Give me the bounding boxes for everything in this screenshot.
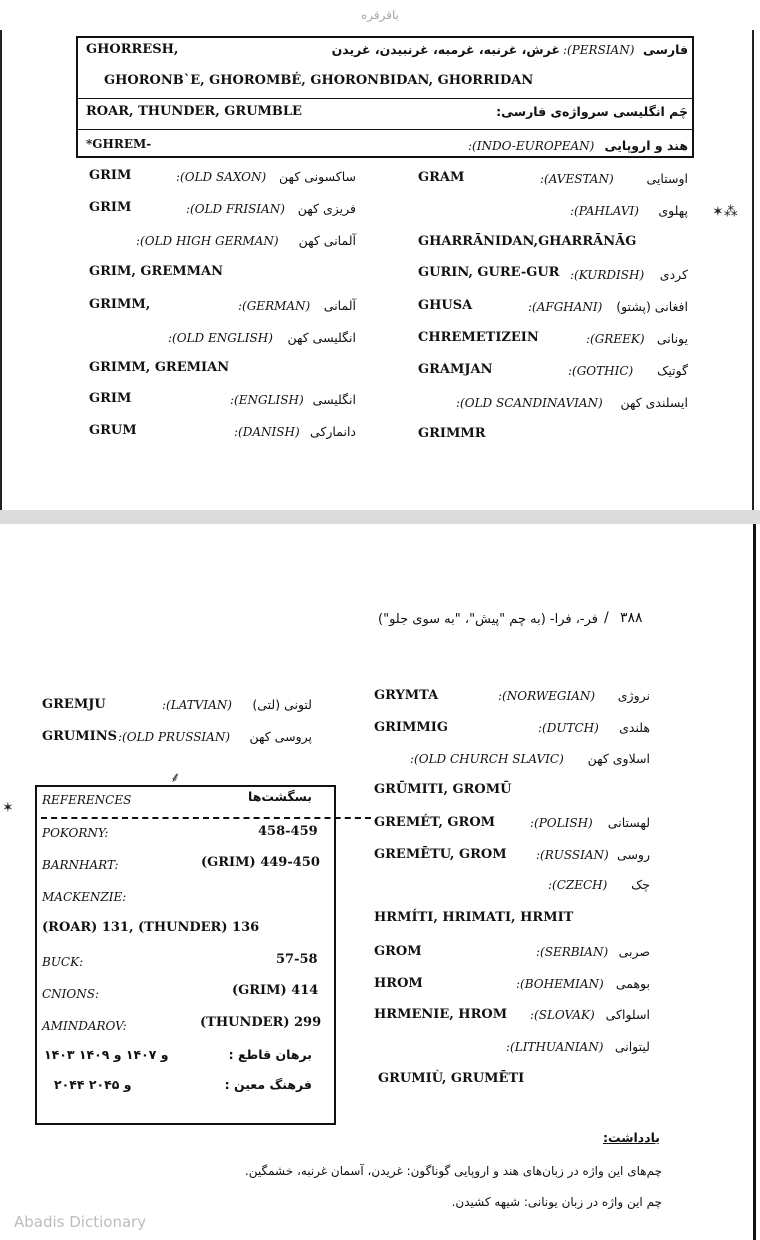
entry-word: GRYMTA <box>374 688 439 703</box>
header-row3-farsi: چَم انگلیسی سرواژه‌ی فارسی: <box>496 104 688 119</box>
entry-word: GRIM <box>89 168 132 183</box>
entry-lang-fa: گوتیک <box>657 363 688 378</box>
entry-word: GROM <box>374 944 422 959</box>
entry-lang: :(OLD SAXON) <box>176 170 267 184</box>
entry-lang: :(RUSSIAN) <box>536 848 609 862</box>
entry-lang-fa: اوستایی <box>646 171 688 186</box>
margin-scribble: ✶ <box>2 800 14 816</box>
notes-line: چم این واژه در زبان یونانی: شیهه کشیدن. <box>451 1195 662 1209</box>
entry-lang: :(OLD PRUSSIAN) <box>118 730 231 744</box>
entry-lang: :(NORWEGIAN) <box>498 689 596 703</box>
entry-lang: :(OLD CHURCH SLAVIC) <box>410 752 564 766</box>
margin-scribble: ⸙ <box>170 770 181 786</box>
entry-word: CHREMETIZEIN <box>418 330 539 345</box>
page-right-edge <box>753 524 756 1240</box>
entry-lang: :(OLD ENGLISH) <box>168 331 273 345</box>
entry-lang-fa: دانمارکی <box>310 424 356 439</box>
entry-word: GRAM <box>418 170 465 185</box>
reference-value: 458-459 <box>258 824 318 839</box>
entry-lang: :(PAHLAVI) <box>570 204 639 218</box>
entry-lang: :(AVESTAN) <box>540 172 614 186</box>
entry-word: HROM <box>374 976 423 991</box>
reference-value: (ROAR) 131, (THUNDER) 136 <box>42 920 260 935</box>
header-row2-latin: GHORONB`E, GHOROMBÉ, GHORONBIDAN, GHORRIDAN <box>104 73 534 88</box>
header-row4-latin: *GHREM- <box>86 137 152 151</box>
entry-lang-fa: انگلیسی کهن <box>287 330 356 345</box>
entry-word: GRŪMITI, GROMŪ <box>374 782 512 797</box>
entry-lang-fa: چک <box>631 877 650 892</box>
entry-lang: :(DANISH) <box>234 425 300 439</box>
entry-lang: :(AFGHANI) <box>528 300 603 314</box>
reference-fa-label: برهان قاطع : <box>228 1047 312 1062</box>
entry-word: GRUMIÙ, GRUMĒTI <box>378 1071 525 1086</box>
page-right-edge <box>752 30 754 510</box>
entry-lang-fa: لتونی (لتی) <box>252 697 312 712</box>
references-divider <box>41 817 371 819</box>
entry-lang-fa: آلمانی کهن <box>298 233 356 248</box>
watermark-bottom: Abadis Dictionary <box>14 1213 147 1231</box>
reference-fa-value: ۱۴۰۳ و ۱۴۰۷ و ۱۴۰۹ <box>44 1047 169 1062</box>
entry-lang-fa: اسلاوی کهن <box>587 751 650 766</box>
reference-name: BUCK: <box>42 955 84 969</box>
entry-lang: :(LITHUANIAN) <box>506 1040 604 1054</box>
entry-lang: :(GOTHIC) <box>568 364 634 378</box>
entry-lang-fa: صربی <box>618 944 650 959</box>
entry-word: GRIMM, <box>89 297 151 312</box>
entry-lang: :(KURDISH) <box>570 268 645 282</box>
entry-word: GREMJU <box>42 697 106 712</box>
reference-name: MACKENZIE: <box>42 890 127 904</box>
entry-word: GRIM, GREMMAN <box>89 264 223 279</box>
entry-lang: :(OLD HIGH GERMAN) <box>136 234 279 248</box>
entry-lang: :(POLISH) <box>530 816 593 830</box>
entry-word: GRIM <box>89 200 132 215</box>
entry-word: GHARRĀNIDAN,GHARRĀNĀG <box>418 234 637 249</box>
reference-fa-label: فرهنگ معین : <box>224 1077 312 1092</box>
reference-value: (GRIM) 414 <box>232 983 319 998</box>
entry-word: GRAMJAN <box>418 362 493 377</box>
header-row4-lang-fa: هند و اروپایی <box>604 138 688 153</box>
entry-lang-fa: نروژی <box>617 688 650 703</box>
entry-lang: :(SERBIAN) <box>536 945 609 959</box>
entry-word: HRMENIE, HROM <box>374 1007 508 1022</box>
reference-name: CNIONS: <box>42 987 100 1001</box>
entry-lang: :(SLOVAK) <box>530 1008 595 1022</box>
entry-lang-fa: فریزی کهن <box>297 201 356 216</box>
entry-word: GRIMMR <box>418 426 486 441</box>
entry-lang-fa: ایسلندی کهن <box>620 395 688 410</box>
entry-lang-fa: پروسی کهن <box>249 729 312 744</box>
entry-lang: :(OLD SCANDINAVIAN) <box>456 396 603 410</box>
references-title: REFERENCES <box>42 793 132 807</box>
page-left-edge <box>0 30 2 510</box>
header-divider <box>78 98 692 99</box>
entry-lang-fa: لهستانی <box>607 815 650 830</box>
entry-lang-fa: اسلواکی <box>605 1007 650 1022</box>
reference-value: (THUNDER) 299 <box>200 1015 322 1030</box>
page-heading: فر-، فرا- (به چم "پیش"، "به سوی جلو") <box>378 612 598 627</box>
entry-lang: :(GERMAN) <box>238 299 311 313</box>
entry-word: GRIM <box>89 391 132 406</box>
entry-lang: :(DUTCH) <box>538 721 599 735</box>
reference-name: AMINDAROV: <box>42 1019 127 1033</box>
notes-line: چم‌های این واژه در زبان‌های هند و اروپایی گوناگون: غریدن، آسمان غرنبه، خشمگین. <box>244 1164 662 1178</box>
entry-word: GRUMINS <box>42 729 117 744</box>
entry-lang: :(CZECH) <box>548 878 608 892</box>
page-number: ۳۸۸ <box>620 610 643 626</box>
header-divider <box>78 129 692 130</box>
reference-name: POKORNY: <box>42 826 109 840</box>
entry-lang: :(BOHEMIAN) <box>516 977 604 991</box>
entry-lang-fa: انگلیسی <box>312 392 356 407</box>
reference-fa-value: ۲۰۴۴ و ۲۰۴۵ <box>54 1077 132 1092</box>
page-gap <box>0 510 760 524</box>
entry-lang: :(OLD FRISIAN) <box>186 202 285 216</box>
entry-word: GURIN, GURE-GUR <box>418 265 560 280</box>
entry-lang-fa: پهلوی <box>658 203 688 218</box>
entry-word: GREMÉT, GROM <box>374 815 496 830</box>
heading-slash: / <box>604 610 609 626</box>
entry-lang-fa: افغانی (پشتو) <box>616 299 688 314</box>
entry-lang-fa: ساکسونی کهن <box>279 169 356 184</box>
entry-lang-fa: کردی <box>659 267 688 282</box>
entry-lang-fa: بوهمی <box>615 976 650 991</box>
notes-title: یادداشت: <box>602 1130 660 1145</box>
entry-lang-fa: آلمانی <box>323 298 356 313</box>
entry-lang: :(LATVIAN) <box>162 698 232 712</box>
entry-word: GRUM <box>89 423 137 438</box>
entry-word: GREMĒTU, GROM <box>374 847 507 862</box>
entry-lang-fa: لیتوانی <box>614 1039 650 1054</box>
references-title-fa: بسگشت‌ها <box>248 789 312 804</box>
reference-value: (GRIM) 449-450 <box>201 855 320 870</box>
header-row4-lang: :(INDO-EUROPEAN) <box>468 139 595 153</box>
entry-word: GHUSA <box>418 298 473 313</box>
entry-lang-fa: یونانی <box>656 331 688 346</box>
header-row1-latin: GHORRESH, <box>86 42 179 57</box>
header-row3-latin: ROAR, THUNDER, GRUMBLE <box>86 104 302 119</box>
entry-word: HRMÍTI, HRIMATI, HRMIT <box>374 910 574 925</box>
page-top <box>0 0 760 510</box>
entry-lang: :(ENGLISH) <box>230 393 304 407</box>
header-row1-lang: :(PERSIAN) <box>563 43 635 57</box>
entry-word: GRIMMIG <box>374 720 448 735</box>
entry-lang-fa: روسی <box>617 847 650 862</box>
header-row1-lang-fa: فارسی <box>642 42 688 57</box>
header-row1-farsi: غرش، غرنبه، غرمبه، غرنبیدن، غریدن <box>331 42 560 57</box>
watermark-top: باقرقره <box>361 8 399 22</box>
margin-scribble: ✶⁂ <box>712 204 738 220</box>
entry-word: GRIMM, GREMIAN <box>89 360 230 375</box>
entry-lang-fa: هلندی <box>619 720 650 735</box>
entry-lang: :(GREEK) <box>586 332 645 346</box>
reference-value: 57-58 <box>276 952 318 967</box>
reference-name: BARNHART: <box>42 858 119 872</box>
